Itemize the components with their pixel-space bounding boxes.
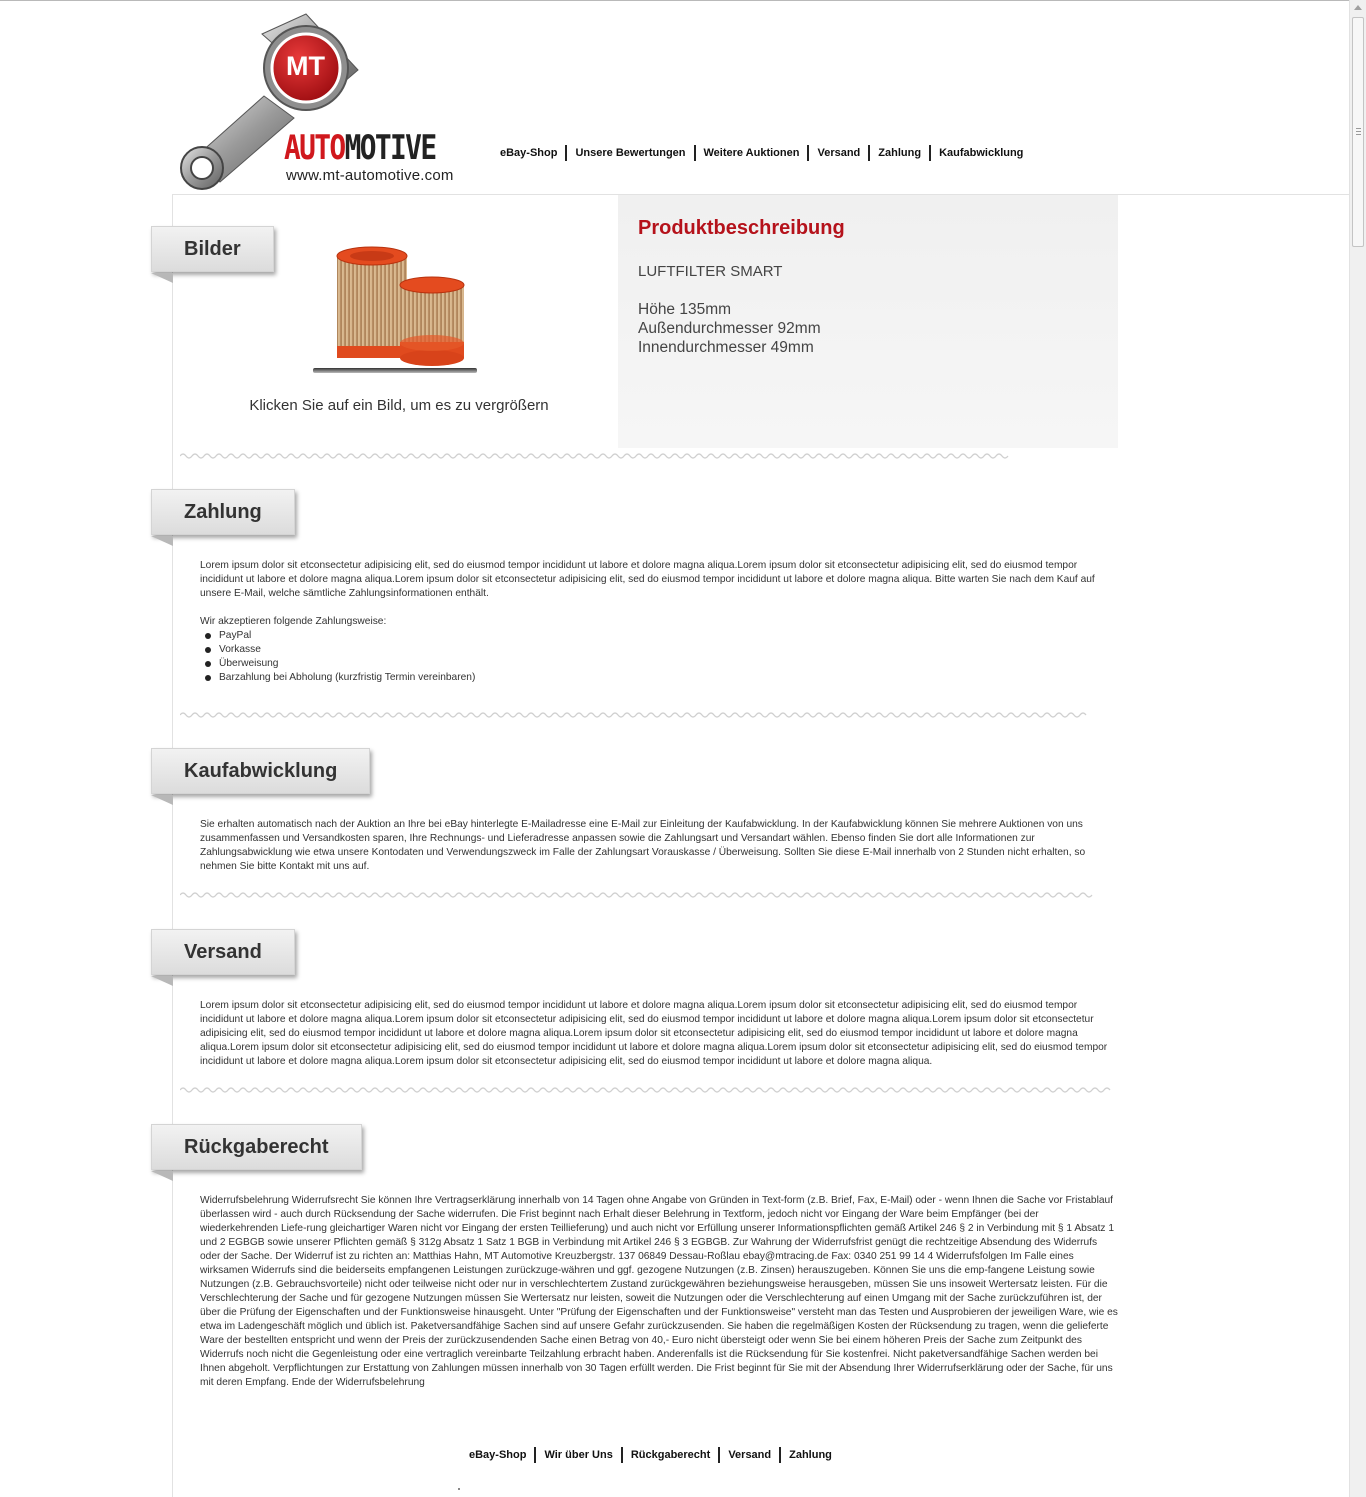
tab-fold: [151, 795, 173, 805]
spec-hoehe: Höhe 135mm: [638, 301, 732, 318]
wavy-divider: [180, 452, 1118, 460]
section-title-kaufabwicklung: Kaufabwicklung: [184, 759, 338, 782]
section-title-bilder: Bilder: [184, 237, 241, 260]
rueckgaberecht-text: Widerrufsbelehrung Widerrufsrecht Sie können Ihre Vertragserklärung innerhalb von 14 Tagen ohne Angabe von Gründen in Text-form (z.B. Brief, Fax, E-Mail) oder - wenn Ihnen die Sache vor Fristablauf überlassen wird - auch durch Rücksendung der Sache widerrufen. Die Frist beginnt nach Erhalt dieser Belehrung in Textform, jedoch nicht vor Eingang der Ware beim Empfänger (bei der wiederkehrenden Liefe-rung gleichartiger Waren nicht vor Eingang der ersten Teillieferung) und auch nicht vor Erfüllung unserer Informationspflichten gemäß Artikel 246 § 2 in Verbindung mit § 1 Absatz 1 und 2 EGBGB sowie unserer Pflichten gemäß § 312g Absatz 1 Satz 1 BGB in Verbindung mit Artikel 246 § 3 EGBGB. Zur Wahrung der Widerrufsfrist genügt die rechtzeitige Absendung des Widerrufs oder der Sache. Der Widerruf ist zu richten an: Matthias Hahn, MT Automotive Kreuzbergstr. 137 06849 Dessau-Roßlau ebay@mtracing.de Fax: 0340 251 99 14 4 Widerrufsfolgen Im Falle eines wirksamen Widerrufs sind die beiderseits empfangenen Leistungen zurückzuge-währen und ggf. gezogene Nutzungen (z.B. Zinsen) herauszugeben. Können Sie uns die emp-fangene Leistung sowie Nutzungen (z.B. Gebrauchsvorteile) nicht oder teilweise nicht oder nur in verschlechtertem Zustand zurückgewähren beziehungsweise herausgeben, müssen Sie uns insoweit Wertersatz leisten. Für die Verschlechterung der Sache und für gezogene Nutzungen müssen Sie Wertersatz nur leisten, soweit die Nutzungen oder die Verschlechterung auf einen Umgang mit der Sache zurückzuführen ist, der über die Prüfung der Eigenschaften und der Funktionsweise hinausgeht. Unter "Prüfung der Eigenschaften und der Funktionsweise" versteht man das Testen und Ausprobieren der jeweiligen Ware, wie es etwa im Ladengeschäft möglich und üblich ist. Paketversandfähige Sachen sind auf unsere Gefahr zurückzusenden. Sie haben die regelmäßigen Kosten der Rücksendung zu tragen, wenn die gelieferte Ware der bestellten entspricht und wenn der Preis der zurückzusendenden Sache einen Betrag von 40,- Euro nicht übersteigt oder wenn Sie bei einem höheren Preis der Sache zum Zeitpunkt des Widerrufs noch nicht die Gegenleistung oder eine vertraglich vereinbarte Teilzahlung erbracht haben. Anderenfalls ist die Rücksendung für Sie kostenfrei. Nicht paketversandfähige Sachen werden bei Ihnen abgeholt. Verpflichtungen zur Erstattung von Zahlungen müssen innerhalb von 30 Tagen erfüllt werden. Die Frist beginnt für Sie mit der Absendung Ihrer Widerrufserklärung oder der Sache, für uns mit deren Empfang. Ende der Widerrufsbelehrung: [200, 1195, 1118, 1388]
scrollbar-thumb[interactable]: [1352, 17, 1364, 247]
bottomnav-ebay-shop[interactable]: eBay-Shop: [469, 1447, 536, 1463]
image-click-hint: Klicken Sie auf ein Bild, um es zu vergrößern: [249, 397, 549, 414]
section-tab-zahlung: [151, 489, 295, 535]
spec-aussendurchmesser: Außendurchmesser 92mm: [638, 320, 821, 337]
tab-fold: [151, 536, 173, 546]
payment-method-item: Vorkasse: [200, 643, 475, 657]
kaufabwicklung-text: Sie erhalten automatisch nach der Auktion an Ihre bei eBay hinterlegte E-Mailadresse eine E-Mail zur Einleitung der Kaufabwicklung. In der Kaufabwicklung können Sie mehrere Auktionen von uns zusammenfassen und Versandkosten sparen, Ihre Rechnungs- und Lieferadresse anpassen sowie die Zahlungsart und Versandart wählen. Ebenso finden Sie dort alle Informationen zur Zahlungsabwicklung wie etwa unsere Kontodaten und Verwendungszweck im Falle der Zahlungsart Vorauskasse / Überweisung. Sollten Sie diese E-Mail innerhalb von 2 Stunden nicht erhalten, so nehmen Sie bitte Kontakt mit uns auf.: [200, 819, 1086, 872]
payment-methods-list: [200, 629, 475, 685]
scroll-up-icon[interactable]: [1354, 5, 1362, 10]
bottom-navigation: [469, 1447, 840, 1463]
section-tab-kaufabwicklung: [151, 748, 370, 794]
section-title-versand: Versand: [184, 940, 262, 963]
topnav-bewertungen[interactable]: Unsere Bewertungen: [567, 145, 695, 161]
wavy-divider: [180, 891, 1118, 899]
bottomnav-versand[interactable]: Versand: [720, 1447, 781, 1463]
product-specs: [638, 300, 821, 357]
logo-wordmark: [284, 128, 435, 168]
topnav-kaufabwicklung[interactable]: Kaufabwicklung: [939, 147, 1024, 159]
topnav-zahlung[interactable]: Zahlung: [870, 145, 931, 161]
section-title-rueckgaberecht: Rückgaberecht: [184, 1135, 329, 1158]
payment-method-item: Überweisung: [200, 657, 475, 671]
bottomnav-rueckgaberecht[interactable]: Rückgaberecht: [623, 1447, 720, 1463]
logo-word-motive: MOTIVE: [344, 128, 436, 168]
spec-innendurchmesser: Innendurchmesser 49mm: [638, 339, 814, 356]
logo-word-auto: AUTO: [284, 128, 345, 168]
tab-fold: [151, 976, 173, 986]
zahlung-text: Lorem ipsum dolor sit etconsectetur adipisicing elit, sed do eiusmod tempor incididunt ut labore et dolore magna aliqua.Lorem ipsum dolor sit etconsectetur adipisicing elit, sed do eiusmod tempor incididunt ut labore et dolore magna aliqua.Lorem ipsum dolor sit etconsectetur adipisicing elit, sed do eiusmod tempor incididunt ut labore et dolore magna aliqua. Bitte warten Sie nach dem Kauf auf unsere E-Mail, welche sämtliche Zahlungsinformationen enthält.: [200, 560, 1095, 599]
payment-method-item: PayPal: [200, 629, 475, 643]
logo-url: www.mt-automotive.com: [286, 167, 454, 184]
vertical-scrollbar[interactable]: [1349, 0, 1366, 1497]
wavy-divider: [180, 1086, 1118, 1094]
tab-fold: [151, 1171, 173, 1181]
section-tab-rueckgaberecht: [151, 1124, 362, 1170]
section-title-zahlung: Zahlung: [184, 500, 262, 523]
brand-logo[interactable]: [180, 10, 470, 192]
air-filter-image: [305, 240, 485, 380]
payment-method-item: Barzahlung bei Abholung (kurzfristig Termin vereinbaren): [200, 671, 475, 685]
bottomnav-zahlung[interactable]: Zahlung: [789, 1449, 832, 1461]
product-image[interactable]: [305, 240, 485, 380]
section-tab-versand: [151, 929, 295, 975]
wavy-divider: [180, 711, 1118, 719]
topnav-weitere-auktionen[interactable]: Weitere Auktionen: [696, 145, 810, 161]
zahlung-methods-intro: Wir akzeptieren folgende Zahlungsweise:: [200, 616, 387, 627]
section-tab-bilder: [151, 226, 274, 272]
topnav-versand[interactable]: Versand: [809, 145, 870, 161]
grip-line: [1356, 131, 1361, 132]
product-name: LUFTFILTER SMART: [638, 263, 783, 280]
top-navigation: [500, 145, 1031, 161]
versand-text: Lorem ipsum dolor sit etconsectetur adipisicing elit, sed do eiusmod tempor incididunt ut labore et dolore magna aliqua.Lorem ipsum dolor sit etconsectetur adipisicing elit, sed do eiusmod tempor incididunt ut labore et dolore magna aliqua.Lorem ipsum dolor sit etconsectetur adipisicing elit, sed do eiusmod tempor incididunt ut labore et dolore magna aliqua.Lorem ipsum dolor sit etconsectetur adipisicing elit, sed do eiusmod tempor incididunt ut labore et dolore magna aliqua.Lorem ipsum dolor sit etconsectetur adipisicing elit, sed do eiusmod tempor incididunt ut labore et dolore magna aliqua.Lorem ipsum dolor sit etconsectetur adipisicing elit, sed do eiusmod tempor incididunt ut labore et dolore magna aliqua.Lorem ipsum dolor sit etconsectetur adipisicing elit, sed do eiusmod tempor incididunt ut labore et dolore magna aliqua.Lorem ipsum dolor sit etconsectetur adipisicing elit, sed do eiusmod tempor incididunt ut labore et dolore magna aliqua.: [200, 1000, 1108, 1067]
content-frame-border: [172, 194, 173, 1497]
window-top-border: [0, 0, 1350, 1]
stray-dot: [458, 1488, 460, 1490]
bottomnav-wir-ueber-uns[interactable]: Wir über Uns: [536, 1447, 622, 1463]
tab-fold: [151, 273, 173, 283]
product-description-title: Produktbeschreibung: [638, 217, 845, 239]
grip-line: [1356, 128, 1361, 129]
topnav-ebay-shop[interactable]: eBay-Shop: [500, 145, 567, 161]
grip-line: [1356, 134, 1361, 135]
logo-mt: MT: [286, 51, 325, 81]
